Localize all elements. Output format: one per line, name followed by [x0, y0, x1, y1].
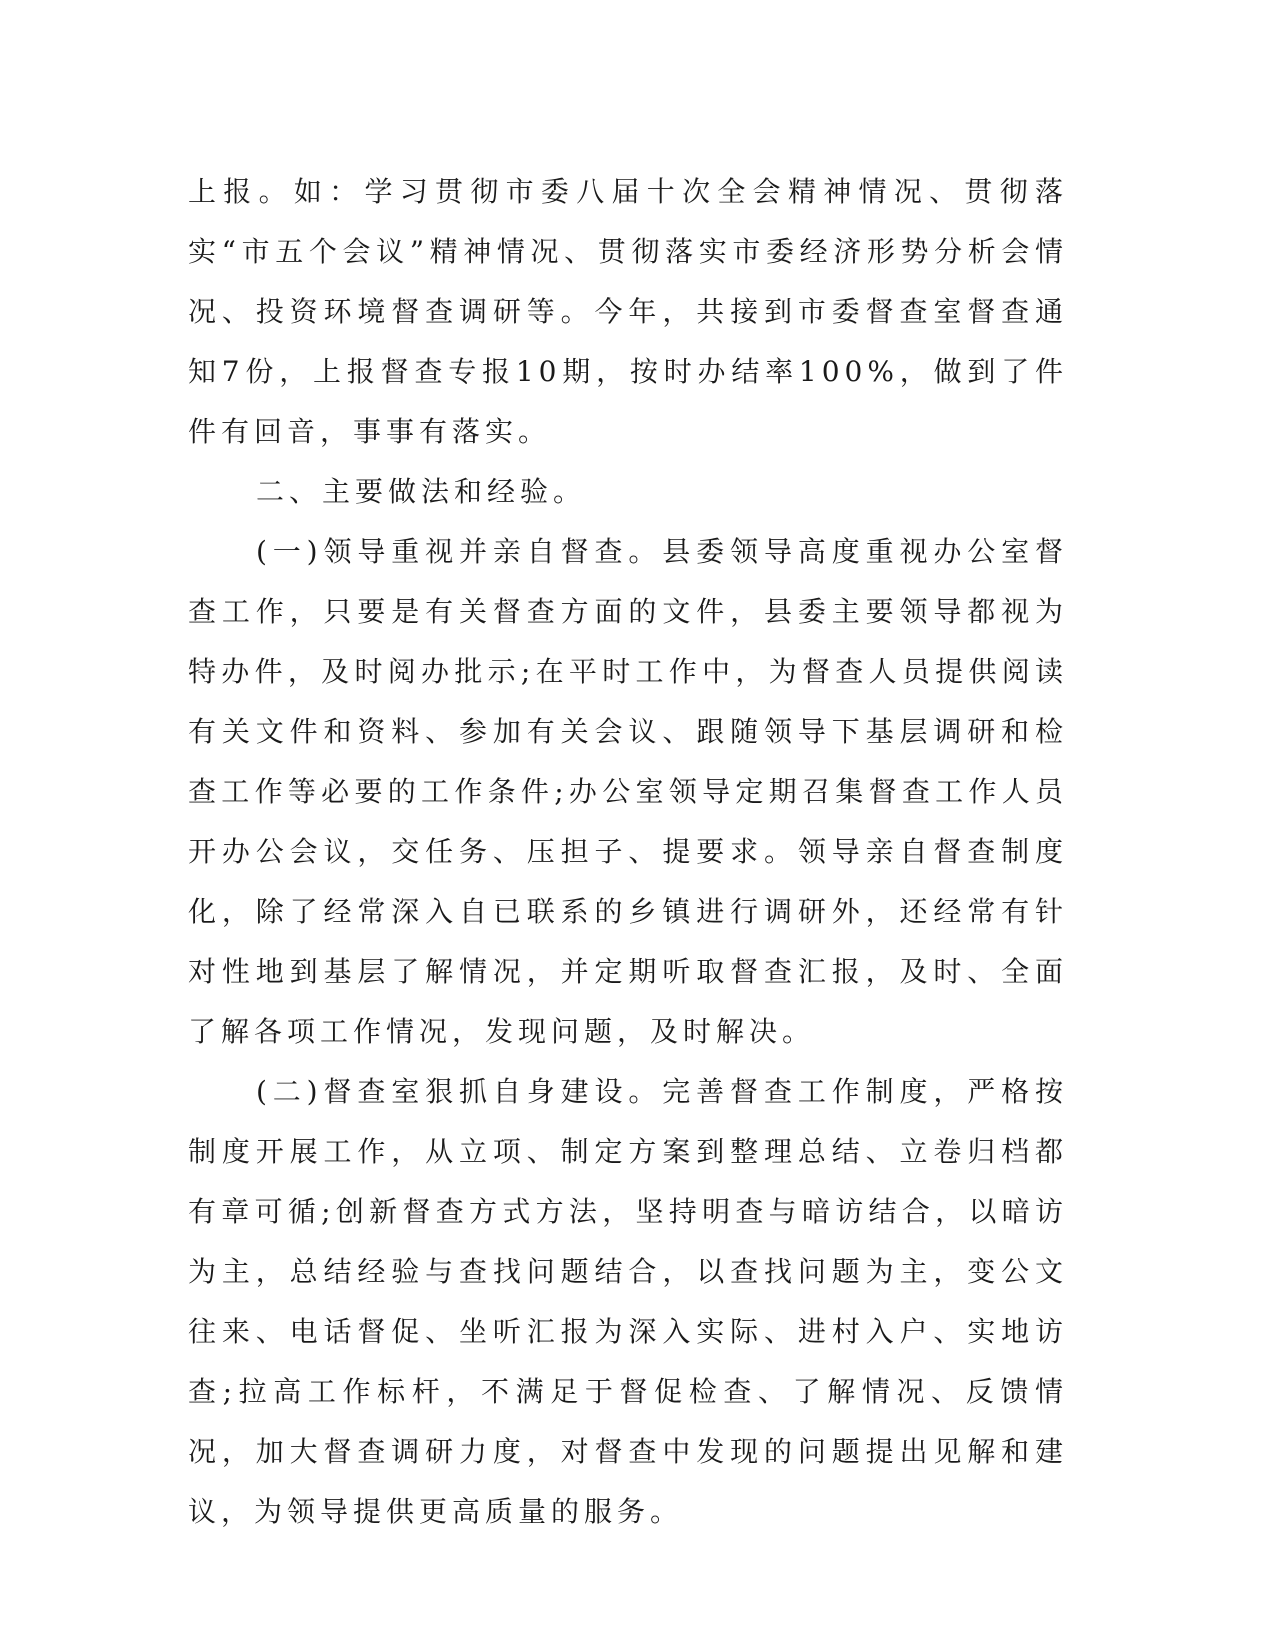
paragraph-report-summary: 上报。如：学习贯彻市委八届十次全会精神情况、贯彻落实“市五个会议”精神情况、贯彻落实市委经济形势分析会情况、投资环境督查调研等。今年，共接到市委督查室督查通知7份，上报督查专报10期，按时办结率100%，做到了件件有回音，事事有落实。 — [188, 175, 1068, 448]
paragraph-leadership: (一)领导重视并亲自督查。县委领导高度重视办公室督查工作，只要是有关督查方面的文件，县委主要领导都视为特办件，及时阅办批示;在平时工作中，为督查人员提供阅读有关文件和资料、参加有关会议、跟随领导下基层调研和检查工作等必要的工作条件;办公室领导定期召集督查工作人员开办公会议，交任务、压担子、提要求。领导亲自督查制度化，除了经常深入自已联系的乡镇进行调研外，还经常有针对性地到基层了解情况，并定期听取督查汇报，及时、全面了解各项工作情况，发现问题，及时解决。 — [188, 535, 1068, 1048]
document-body — [188, 162, 1068, 1542]
paragraph-self-building: (二)督查室狠抓自身建设。完善督查工作制度，严格按制度开展工作，从立项、制定方案到整理总结、立卷归档都有章可循;创新督查方式方法，坚持明查与暗访结合，以暗访为主，总结经验与查找问题结合，以查找问题为主，变公文往来、电话督促、坐听汇报为深入实际、进村入户、实地访查;拉高工作标杆，不满足于督促检查、了解情况、反馈情况，加大督查调研力度，对督查中发现的问题提出见解和建议，为领导提供更高质量的服务。 — [188, 1075, 1068, 1528]
section-heading-methods: 二、主要做法和经验。 — [256, 475, 587, 508]
